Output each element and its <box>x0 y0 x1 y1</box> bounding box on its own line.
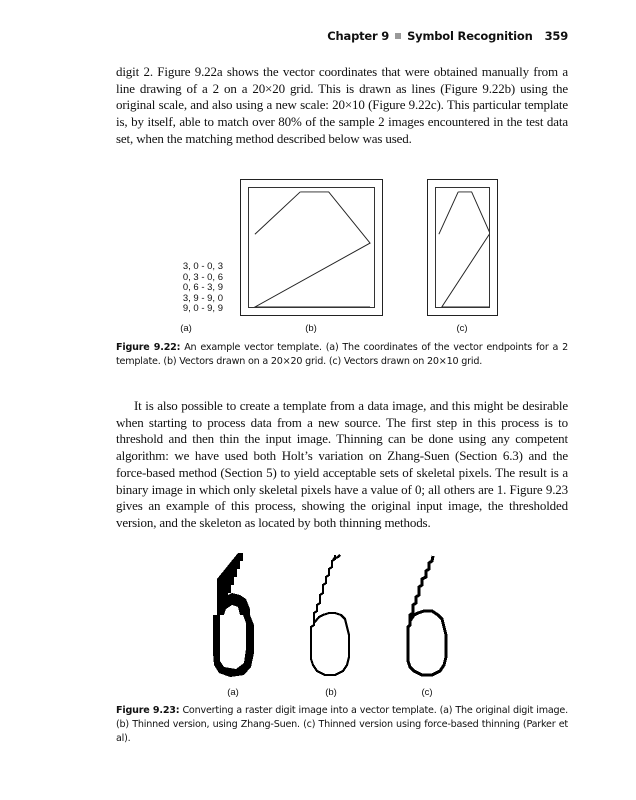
figure-22-caption <box>116 341 568 369</box>
figure-23-label-a: (a) <box>227 687 239 698</box>
vector-path-left <box>255 192 300 234</box>
figure-22-label-a: (a) <box>180 323 192 334</box>
plot-frame <box>435 187 490 308</box>
vector-path-right <box>442 192 489 307</box>
vector-2-drawing-narrow <box>436 188 489 307</box>
caption-label: Figure 9.22: <box>116 342 181 353</box>
body-paragraph-2: It is also possible to create a template from a data image, and this might be desirable when starting to process data from a new source. The first step in this process is to threshold and then thin the input image. Thinning can be done using any competent algorithm: we have used both Holt’s variation on Zhang-Suen (Section 6.3) and the force-based method (Section 5) to yield acceptable sets of skeletal pixels. The result is a binary image in which only skeletal pixels have a value of 0; all others are 1. Figure 9.23 gives an example of this process, showing the original input image, the thresholded version, and the skeleton as located by both thinning methods. <box>116 398 568 530</box>
vector-plot-20x10 <box>427 179 498 316</box>
coordinate-row: 0, 3 - 0, 6 <box>182 271 223 283</box>
coordinate-row: 3, 9 - 9, 0 <box>182 292 223 304</box>
coordinate-row: 0, 6 - 3, 9 <box>182 282 223 293</box>
chapter-number: Chapter 9 <box>327 29 390 43</box>
coordinate-row: 9, 0 - 9, 9 <box>182 303 223 314</box>
vector-coordinates-list <box>155 262 223 315</box>
caption-label: Figure 9.23: <box>116 705 180 716</box>
vector-path-left <box>439 192 458 234</box>
figure-23-label-c: (c) <box>421 687 433 698</box>
figure-22-label-b: (b) <box>305 323 317 334</box>
vector-path-right <box>255 192 370 307</box>
figure-23-label-b: (b) <box>325 687 337 698</box>
vector-plot-20x20 <box>240 179 383 316</box>
running-header <box>116 29 568 43</box>
original-digit-six-image <box>210 553 256 678</box>
plot-frame <box>248 187 375 308</box>
page-number: 359 <box>544 29 568 43</box>
chapter-title: Symbol Recognition <box>407 29 533 43</box>
caption-text: An example vector template. (a) The coordinates of the vector endpoints for a 2 template. (b) Vectors drawn on a 20×20 grid. (c) Vectors drawn on 20×10 grid. <box>116 342 568 367</box>
figure-22-label-c: (c) <box>456 323 468 334</box>
caption-text: Converting a raster digit image into a vector template. (a) The original digit image. (b) Thinned version, using Zhang-Suen. (c) Thinned version using force-based thinning (Parker et al). <box>116 705 568 744</box>
figure-23-caption <box>116 704 568 746</box>
coordinate-row: 3, 0 - 0, 3 <box>182 261 223 272</box>
thinned-digit-six-zhang-suen <box>305 553 355 678</box>
vector-2-drawing <box>249 188 374 307</box>
body-paragraph-1: digit 2. Figure 9.22a shows the vector coordinates that were obtained manually from a line drawing of a 2 on a 20×20 grid. This is drawn as lines (Figure 9.22b) using the original scale, and also using a new scale: 20×10 (Figure 9.22c). This particular template is, by itself, able to match over 80% of the sample 2 images encountered in the test data set, when the matching method described below was used. <box>116 64 568 146</box>
separator-square-icon <box>395 33 401 39</box>
thinned-digit-six-force-based <box>400 553 450 678</box>
